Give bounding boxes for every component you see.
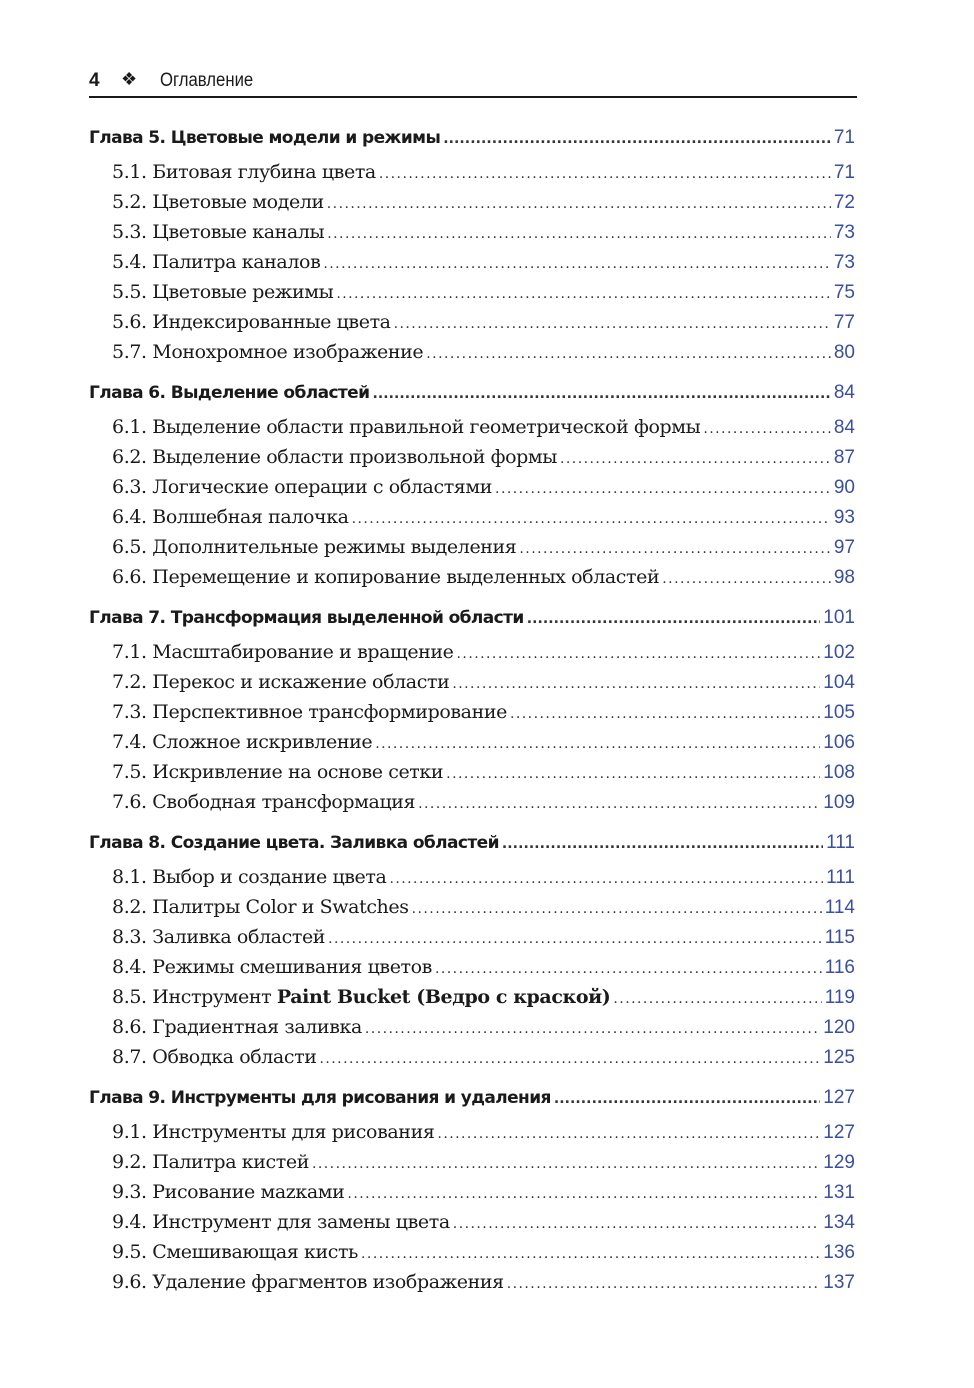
chapter-entry[interactable] xyxy=(89,379,855,407)
page-ref: 87 xyxy=(833,447,855,468)
section-title xyxy=(112,1043,316,1071)
page-ref: 73 xyxy=(833,252,855,273)
dot-leader xyxy=(426,338,831,368)
section-text: 9.3. Рисование маzками xyxy=(112,1181,345,1203)
section-text: 5.5. Цветовые режимы xyxy=(112,281,334,303)
section-title xyxy=(112,893,409,921)
section-title xyxy=(112,698,507,726)
page-ref: 134 xyxy=(823,1212,855,1233)
dot-leader xyxy=(507,1268,821,1298)
page-ref: 111 xyxy=(826,867,855,888)
section-title xyxy=(112,1208,450,1236)
dot-leader xyxy=(319,1043,820,1073)
dot-leader xyxy=(323,248,830,278)
section-text: 8.4. Режимы смешивания цветов xyxy=(112,956,432,978)
page-ref: 137 xyxy=(823,1272,855,1293)
section-title xyxy=(112,248,320,276)
section-entry[interactable] xyxy=(112,188,855,216)
page-ref: 72 xyxy=(833,192,855,213)
dot-leader xyxy=(312,1148,820,1178)
section-title xyxy=(112,758,443,786)
page-ref: 73 xyxy=(833,222,855,243)
section-title xyxy=(112,1013,362,1041)
section-title xyxy=(112,563,659,591)
dot-leader xyxy=(372,379,830,408)
dot-leader xyxy=(412,893,822,923)
page-ref: 106 xyxy=(823,732,855,753)
dot-leader xyxy=(510,698,820,728)
page-ref: 131 xyxy=(823,1182,855,1203)
dot-leader xyxy=(352,503,831,533)
dot-leader xyxy=(703,413,831,443)
page-ref: 104 xyxy=(823,672,855,693)
section-entry[interactable] xyxy=(112,1208,855,1236)
section-title xyxy=(112,1118,434,1146)
dot-leader xyxy=(443,124,831,153)
section-text: 7.4. Сложное искривление xyxy=(112,731,373,753)
section-entry[interactable] xyxy=(112,443,855,471)
section-entry[interactable] xyxy=(112,668,855,696)
section-entry[interactable] xyxy=(112,1268,855,1296)
section-entry[interactable] xyxy=(112,1148,855,1176)
section-text: 6.3. Логические операции с областями xyxy=(112,476,493,498)
dot-leader xyxy=(662,563,831,593)
section-entry[interactable] xyxy=(112,1043,855,1071)
section-entry[interactable] xyxy=(112,563,855,591)
section-entry[interactable] xyxy=(112,1238,855,1266)
section-entry[interactable] xyxy=(112,698,855,726)
section-text: 5.6. Индексированные цвета xyxy=(112,311,391,333)
section-text: 9.6. Удаление фрагментов изображения xyxy=(112,1271,504,1293)
section-entry[interactable] xyxy=(112,863,855,891)
dot-leader xyxy=(389,863,823,893)
section-text: 6.6. Перемещение и копирование выделенных областей xyxy=(112,566,660,588)
section-title xyxy=(112,638,454,666)
dot-leader xyxy=(435,953,822,983)
page-ref: 105 xyxy=(823,702,855,723)
dot-leader xyxy=(457,638,821,668)
section-text: 7.2. Перекос и искажение области xyxy=(112,671,450,693)
dot-leader xyxy=(527,604,821,633)
section-entry[interactable] xyxy=(112,893,855,921)
dot-leader xyxy=(560,443,831,473)
section-text: 5.1. Битовая глубина цвета xyxy=(112,161,376,183)
section-entry[interactable] xyxy=(112,1118,855,1146)
section-entry[interactable] xyxy=(112,158,855,186)
section-title xyxy=(112,863,386,891)
section-title xyxy=(112,158,376,186)
dot-leader xyxy=(328,923,822,953)
dot-leader xyxy=(437,1118,820,1148)
chapter-entry[interactable] xyxy=(89,604,855,632)
section-entry[interactable] xyxy=(112,248,855,276)
dot-leader xyxy=(347,1178,820,1208)
page-ref: 114 xyxy=(824,897,855,918)
chapter-title: Глава 8. Создание цвета. Заливка областей xyxy=(89,833,499,853)
section-entry[interactable] xyxy=(112,728,855,756)
page-ref: 80 xyxy=(833,342,855,363)
section-entry[interactable] xyxy=(112,1013,855,1041)
section-title xyxy=(112,1148,309,1176)
chapter-entry[interactable] xyxy=(89,124,855,152)
page-ref: 77 xyxy=(833,312,855,333)
section-text: 8.1. Выбор и создание цвета xyxy=(112,866,387,888)
page-ref: 71 xyxy=(833,162,855,183)
section-title xyxy=(112,308,391,336)
section-title xyxy=(112,473,492,501)
page-ref: 102 xyxy=(823,642,855,663)
section-entry[interactable] xyxy=(112,413,855,441)
dot-leader xyxy=(365,1013,820,1043)
page-ref: 120 xyxy=(823,1017,855,1038)
section-text: 8.3. Заливка областей xyxy=(112,926,326,948)
page-ref: 109 xyxy=(823,792,855,813)
section-title xyxy=(112,338,423,366)
section-title xyxy=(112,533,516,561)
section-text: 7.6. Свободная трансформация xyxy=(112,791,416,813)
section-entry[interactable] xyxy=(112,473,855,501)
section-title xyxy=(112,728,372,756)
dot-leader xyxy=(519,533,830,563)
page-ref: 84 xyxy=(833,417,855,438)
section-text: 8.7. Обводка области xyxy=(112,1046,317,1068)
ornament-icon: ❖ xyxy=(121,69,138,89)
section-text: 8.5. Инструмент xyxy=(112,986,277,1008)
chapter-title: Глава 7. Трансформация выделенной области xyxy=(89,608,524,628)
page-ref: 90 xyxy=(833,477,855,498)
dot-leader xyxy=(327,218,831,248)
chapter-entry[interactable] xyxy=(89,1084,855,1112)
dot-leader xyxy=(446,758,820,788)
section-entry[interactable] xyxy=(112,503,855,531)
dot-leader xyxy=(327,188,831,218)
page-number: 4 xyxy=(89,70,100,91)
section-title xyxy=(112,443,557,471)
section-entry[interactable] xyxy=(112,1178,855,1206)
section-text: 8.2. Палитры Color и Swatches xyxy=(112,896,409,918)
section-entry[interactable] xyxy=(112,533,855,561)
chapter-entry[interactable] xyxy=(89,829,855,857)
dot-leader xyxy=(336,278,831,308)
section-title xyxy=(112,1268,504,1296)
section-text: 7.3. Перспективное трансформирование xyxy=(112,701,507,723)
dot-leader xyxy=(453,1208,821,1238)
section-title xyxy=(112,1178,344,1206)
section-entry[interactable] xyxy=(112,923,855,951)
section-text: 9.1. Инструменты для рисования xyxy=(112,1121,435,1143)
page-ref: 115 xyxy=(824,927,855,948)
section-entry[interactable] xyxy=(112,308,855,336)
section-text: 5.2. Цветовые модели xyxy=(112,191,324,213)
section-title xyxy=(112,503,349,531)
running-title: Оглавление xyxy=(160,70,254,91)
section-text: 7.5. Искривление на основе сетки xyxy=(112,761,444,783)
section-entry[interactable] xyxy=(112,338,855,366)
page-ref: 111 xyxy=(826,832,855,853)
section-entry[interactable] xyxy=(112,218,855,246)
page-ref: 125 xyxy=(823,1047,855,1068)
chapter-title: Глава 6. Выделение областей xyxy=(89,383,370,403)
section-text: 8.6. Градиентная заливка xyxy=(112,1016,362,1038)
running-header xyxy=(89,70,857,98)
page-ref: 75 xyxy=(833,282,855,303)
section-title xyxy=(112,188,324,216)
dot-leader xyxy=(452,668,820,698)
page-ref: 84 xyxy=(833,382,855,403)
chapter-title: Глава 5. Цветовые модели и режимы xyxy=(89,128,441,148)
page-ref: 116 xyxy=(824,957,855,978)
page-ref: 127 xyxy=(823,1122,855,1143)
section-text: 7.1. Масштабирование и вращение xyxy=(112,641,454,663)
section-text: 5.4. Палитра каналов xyxy=(112,251,321,273)
section-text: 9.2. Палитра кистей xyxy=(112,1151,309,1173)
section-entry[interactable] xyxy=(112,758,855,786)
section-entry[interactable] xyxy=(112,638,855,666)
section-title xyxy=(112,1238,358,1266)
section-text: 5.3. Цветовые каналы xyxy=(112,221,325,243)
section-text: 9.4. Инструмент для замены цвета xyxy=(112,1211,450,1233)
section-text: 6.2. Выделение области произвольной формы xyxy=(112,446,557,468)
section-text: 6.4. Волшебная палочка xyxy=(112,506,349,528)
page-ref: 127 xyxy=(823,1087,855,1108)
dot-leader xyxy=(495,473,831,503)
section-text: 9.5. Смешивающая кисть xyxy=(112,1241,359,1263)
dot-leader xyxy=(554,1084,820,1113)
section-title xyxy=(112,788,415,816)
section-title xyxy=(112,668,449,696)
section-text: 6.5. Дополнительные режимы выделения xyxy=(112,536,517,558)
page-ref: 119 xyxy=(824,987,855,1008)
section-title xyxy=(112,413,700,441)
page-ref: 136 xyxy=(823,1242,855,1263)
section-entry[interactable] xyxy=(112,278,855,306)
section-title xyxy=(112,218,324,246)
section-entry[interactable] xyxy=(112,953,855,981)
page-ref: 98 xyxy=(833,567,855,588)
section-title xyxy=(112,923,325,951)
page-ref: 108 xyxy=(823,762,855,783)
page-ref: 93 xyxy=(833,507,855,528)
section-entry[interactable] xyxy=(112,788,855,816)
page-ref: 97 xyxy=(833,537,855,558)
dot-leader xyxy=(502,829,823,858)
dot-leader xyxy=(394,308,831,338)
section-title xyxy=(112,953,432,981)
page-ref: 101 xyxy=(823,607,855,628)
dot-leader xyxy=(418,788,820,818)
page-ref: 71 xyxy=(833,127,855,148)
dot-leader xyxy=(375,728,820,758)
dot-leader xyxy=(613,983,821,1013)
page-ref: 129 xyxy=(823,1152,855,1173)
section-title xyxy=(112,983,610,1011)
section-text: 5.7. Монохромное изображение xyxy=(112,341,424,363)
section-text: 6.1. Выделение области правильной геометрической формы xyxy=(112,416,701,438)
dot-leader xyxy=(361,1238,820,1268)
section-entry[interactable] xyxy=(112,983,855,1011)
dot-leader xyxy=(379,158,831,188)
section-bold-text: Paint Bucket (Ведро с краской) xyxy=(276,986,611,1008)
section-title xyxy=(112,278,333,306)
chapter-title: Глава 9. Инструменты для рисования и удаления xyxy=(89,1088,551,1108)
